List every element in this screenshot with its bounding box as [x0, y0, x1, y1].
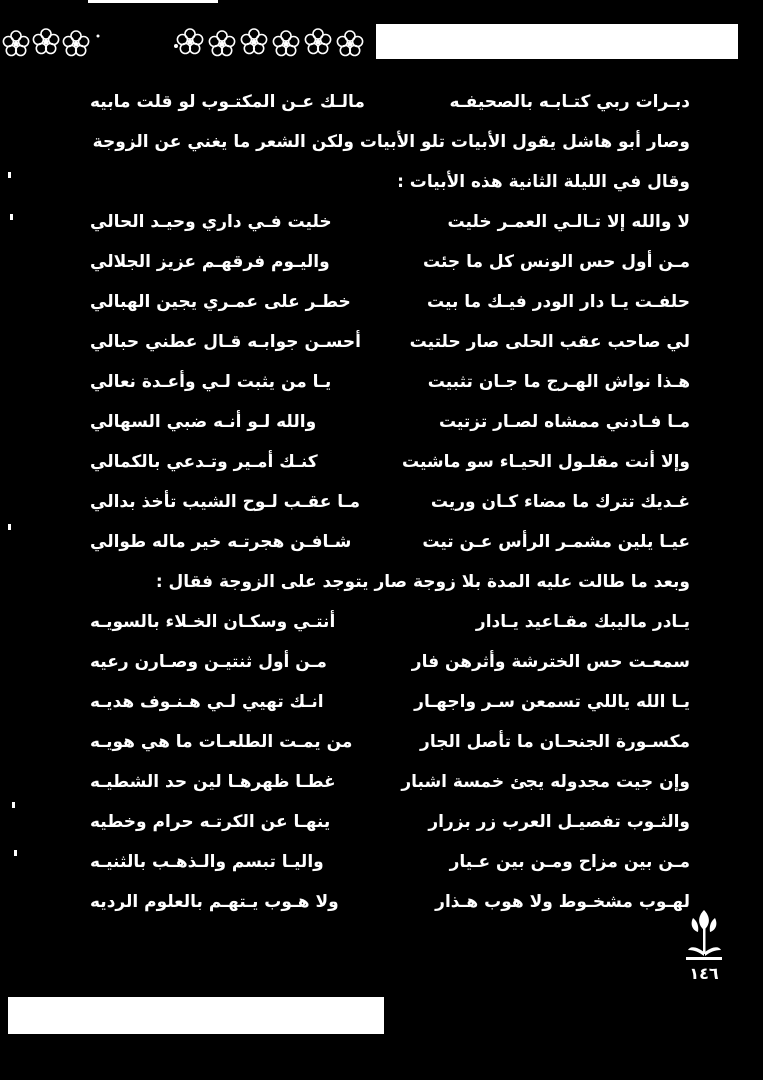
prose-line: وقال في الليلة الثانية هذه الأبيات : — [397, 172, 690, 192]
top-rule — [88, 0, 218, 3]
verse-row — [90, 402, 690, 442]
verse-row — [90, 362, 690, 402]
verse-second-hemistich: من يمـت الطلعـات ما هي هويـه — [90, 732, 353, 752]
verse-row — [90, 322, 690, 362]
verse-row — [90, 802, 690, 842]
verse-row — [90, 602, 690, 642]
tulip-icon — [684, 906, 724, 962]
margin-speck — [12, 802, 15, 808]
verse-second-hemistich: مـن أول ثنتيـن وصـارن رعيه — [90, 652, 327, 672]
verse-first-hemistich: يـا الله ياللي تسمعن سـر واجهـار — [414, 692, 690, 712]
verse-second-hemistich: أحسـن جوابـه قـال عطني حبالي — [90, 332, 361, 352]
verse-first-hemistich: مكسـورة الجنحـان ما تأصل الجار — [420, 732, 690, 752]
verse-second-hemistich: مـا عقـب لـوح الشيب تأخذ بدالي — [90, 492, 360, 512]
verse-first-hemistich: مـن بين مزاح ومـن بين عـيار — [449, 852, 690, 872]
verse-first-hemistich: لي صاحب عقب الحلى صار حلتيت — [409, 332, 690, 352]
verse-second-hemistich: والله لـو أنـه ضبي السهالي — [90, 412, 317, 432]
verse-second-hemistich: كنـك أمـير وتـدعي بالكمالي — [90, 452, 318, 472]
verse-first-hemistich: مـن أول حس الونس كل ما جئت — [422, 252, 690, 272]
verse-row — [90, 442, 690, 482]
verse-row — [90, 82, 690, 122]
verse-second-hemistich: ينهـا عن الكرتـه حرام وخطيه — [90, 812, 331, 832]
prose-line: وبعد ما طالت عليه المدة بلا زوجة صار يتوجد على الزوجة فقال : — [155, 572, 690, 592]
prose-line: وصار أبو هاشل يقول الأبيات تلو الأبيات ولكن الشعر ما يغني عن الزوجة — [92, 132, 690, 152]
redaction-bar-top — [376, 24, 738, 59]
verse-second-hemistich: خطـر على عمـري يجين الهبالي — [90, 292, 351, 312]
verse-first-hemistich: وإلا أنت مقلـول الحيـاء سو ماشيت — [402, 452, 690, 472]
margin-speck — [14, 850, 17, 856]
page-text — [90, 82, 690, 922]
verse-row — [90, 482, 690, 522]
verse-row — [90, 882, 690, 922]
verse-row — [90, 242, 690, 282]
verse-row — [90, 682, 690, 722]
verse-first-hemistich: حلفـت يـا دار الودر فيـك ما بيت — [427, 292, 690, 312]
flower-ornament-band — [0, 22, 380, 66]
verse-second-hemistich: خليت فـي داري وحيـد الحالي — [90, 212, 332, 232]
verse-first-hemistich: هـذا نواش الهـرج ما جـان تثبيت — [427, 372, 690, 392]
verse-first-hemistich: والثـوب تفصيـل العرب زر بزرار — [428, 812, 690, 832]
verse-first-hemistich: غـديك تترك ما مضاء كـان وريت — [430, 492, 690, 512]
verse-second-hemistich: مالـك عـن المكتـوب لو قلت مابيه — [90, 92, 365, 112]
margin-speck — [8, 172, 11, 178]
verse-second-hemistich: واليـوم فرقهـم عزيز الجلالي — [90, 252, 330, 272]
verse-second-hemistich: ولا هـوب يـتهـم بالعلوم الرديه — [90, 892, 339, 912]
verse-first-hemistich: سمعـت حس الخترشة وأثرهن فار — [411, 652, 690, 672]
verse-first-hemistich: مـا فـادني ممشاه لصـار تزتيت — [438, 412, 690, 432]
verse-second-hemistich: شـافـن هجرتـه خير ماله طوالي — [90, 532, 352, 552]
page-footer — [684, 906, 724, 986]
page-number: ١٤٦ — [689, 964, 719, 983]
verse-second-hemistich: واليـا تبسم والـذهـب بالثنيـه — [90, 852, 324, 872]
verse-second-hemistich: أنتـي وسكـان الخـلاء بالسويـه — [90, 612, 336, 632]
verse-first-hemistich: يـادر ماليبك مقـاعيد يـادار — [475, 612, 690, 632]
verse-row — [90, 642, 690, 682]
verse-first-hemistich: وإن جيت مجدوله يجئ خمسة اشبار — [401, 772, 690, 792]
redaction-bar-bottom — [8, 997, 384, 1034]
verse-row — [90, 522, 690, 562]
flower-ornament-icon — [0, 22, 380, 66]
verse-second-hemistich: انـك تهيي لـي هـنـوف هديـه — [90, 692, 324, 712]
verse-row — [90, 282, 690, 322]
verse-row — [90, 762, 690, 802]
verse-row — [90, 202, 690, 242]
verse-first-hemistich: لهـوب مشخـوط ولا هوب هـذار — [435, 892, 690, 912]
verse-second-hemistich: يـا من يثبت لـي وأعـدة نعالي — [90, 372, 332, 392]
verse-row — [90, 722, 690, 762]
verse-first-hemistich: دبـرات ربي كتـابـه بالصحيفـه — [449, 92, 690, 112]
verse-row — [90, 842, 690, 882]
margin-speck — [8, 524, 11, 530]
verse-first-hemistich: عيـا يلين مشمـر الرأس عـن تيت — [422, 532, 690, 552]
verse-second-hemistich: غطـا ظهرهـا لين حد الشطيـه — [90, 772, 336, 792]
margin-speck — [10, 214, 13, 220]
verse-first-hemistich: لا والله إلا تـالـي العمـر خليت — [447, 212, 690, 232]
